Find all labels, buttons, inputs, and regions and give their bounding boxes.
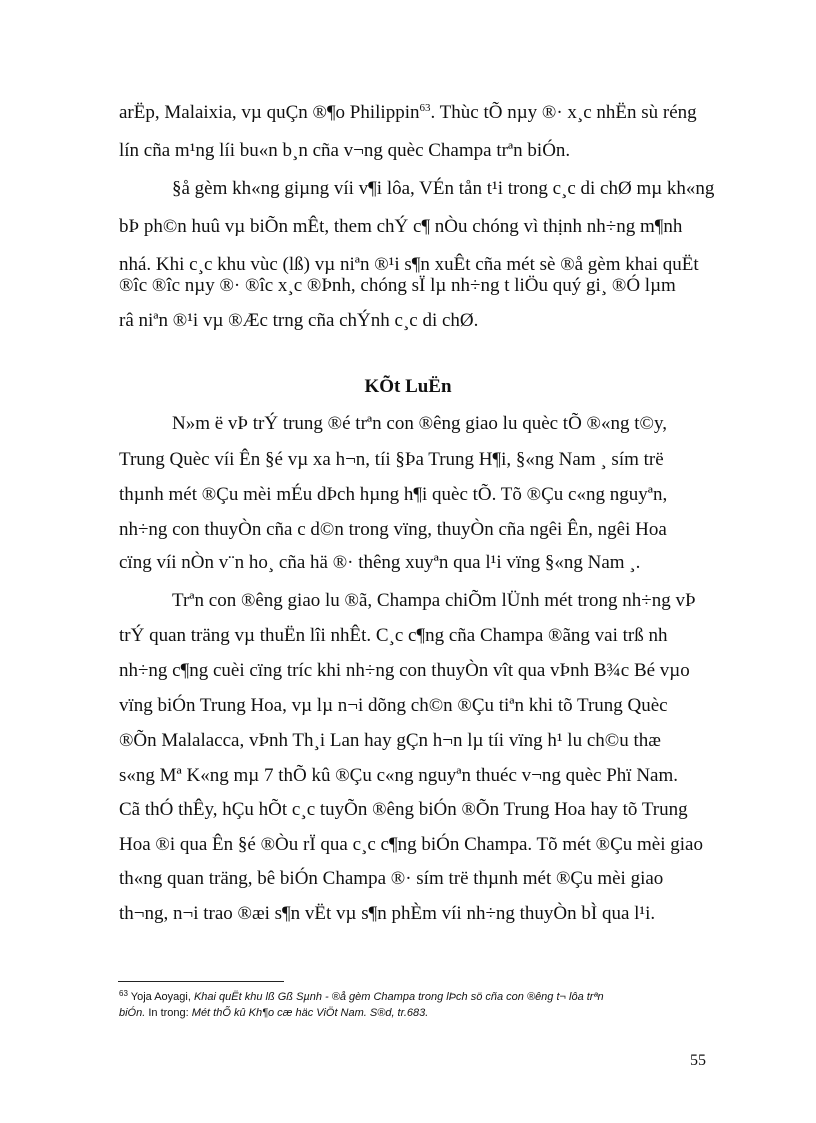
footnote-title: Khai quËt khu lß Gß Sµnh - ®å gèm Champa trong lÞch sö cña con ®êng t¬ lôa trªn [193, 991, 604, 1003]
paragraph-4-line-1: Trªn con ®êng giao lu ®ã, Champa chiÕm lÜnh mét trong nh÷ng vÞ [172, 590, 696, 611]
footnote-separator [118, 981, 284, 982]
paragraph-2-line-3: nhá. Khi c¸c khu vùc (lß) vµ niªn ®¹i s¶n xuÊt cña mét sè ®å gèm khai quËt [119, 254, 699, 275]
footnote-author: Yoja Aoyagi, [127, 991, 194, 1003]
paragraph-3-line-4: nh÷ng con thuyÒn cña c d©n trong vïng, thuyÒn cña ngêi Ên, ngêi Hoa [119, 519, 667, 540]
paragraph-4-line-4: vïng biÓn Trung Hoa, vµ lµ n¬i dõng ch©n ®Çu tiªn khi tõ Trung Quèc [119, 695, 668, 716]
footnote-reference[interactable]: 63 [419, 102, 431, 114]
paragraph-4-line-8: Hoa ®i qua Ên §é ®Òu rÏ qua c¸c c¶ng biÓn Champa. Tõ mét ®Çu mèi giao [119, 834, 703, 855]
paragraph-4-line-5: ®Õn Malalacca, vÞnh Th¸i Lan hay gÇn h¬n lµ tíi vïng h¹ lu ch©u thæ [119, 730, 661, 751]
footnote-line-1 [119, 990, 604, 1004]
footnote-line-2 [119, 1006, 428, 1020]
paragraph-1-line-1 [119, 101, 697, 125]
section-heading: KÕt LuËn [364, 376, 452, 397]
paragraph-1-line-1-text: arËp, Malaixia, vµ quÇn ®¶o Philippin [119, 102, 420, 123]
paragraph-4-line-10: th¬ng, n¬i trao ®æi s¶n vËt vµ s¶n phÈm víi nh÷ng thuyÒn bÌ qua l¹i. [119, 903, 656, 924]
paragraph-3-line-1: N»m ë vÞ trÝ trung ®é trªn con ®êng giao lu quèc tÕ ®«ng t©y, [172, 413, 667, 434]
footnote-title-end: biÓn. [119, 1007, 146, 1019]
paragraph-2-line-5: râ niªn ®¹i vµ ®Æc trng cña chÝnh c¸c di chØ. [119, 310, 479, 331]
paragraph-3-line-5: cïng víi nÒn v¨n ho¸ cña hä ®· thêng xuyªn qua l¹i vïng §«ng Nam ¸. [119, 552, 641, 573]
paragraph-3-line-2: Trung Quèc víi Ên §é vµ xa h¬n, tíi §Þa Trung H¶i, §«ng Nam ¸ sím trë [119, 449, 664, 470]
paragraph-2-line-4: ®îc ®îc nµy ®· ®îc x¸c ®Þnh, chóng sÏ lµ nh÷ng t liÖu quý gi¸ ®Ó lµm [119, 275, 676, 296]
paragraph-4-line-9: th«ng quan träng, bê biÓn Champa ®· sím trë thµnh mét ®Çu mèi giao [119, 868, 664, 889]
paragraph-3-line-3: thµnh mét ®Çu mèi mÉu dÞch hµng h¶i quèc tÕ. Tõ ®Çu c«ng nguyªn, [119, 484, 668, 505]
paragraph-2-line-1: §å gèm kh«ng giµng víi v¶i lôa, VÉn tån t¹i trong c¸c di chØ mµ kh«ng [172, 178, 715, 199]
page-number: 55 [690, 1052, 706, 1069]
footnote-number: 63 [119, 989, 128, 998]
footnote-in: In trong: [145, 1007, 192, 1019]
footnote-source: Mét thÕ kû Kh¶o cæ häc ViÖt Nam. S®d, tr.683. [191, 1007, 429, 1019]
paragraph-2-line-2: bÞ ph©n huû vµ biÕn mÊt, them chÝ c¶ nÒu chóng vì thịnh nh÷ng m¶nh [119, 216, 683, 237]
paragraph-1-line-2: lín cña m¹ng líi bu«n b¸n cña v¬ng quèc Champa trªn biÓn. [119, 140, 571, 161]
paragraph-4-line-7: Cã thÓ thÊy, hÇu hÕt c¸c tuyÕn ®êng biÓn ®Õn Trung Hoa hay tõ Trung [119, 799, 688, 820]
paragraph-4-line-3: nh÷ng c¶ng cuèi cïng tríc khi nh÷ng con thuyÒn vît qua vÞnh B¾c Bé vµo [119, 660, 690, 681]
paragraph-4-line-6: s«ng Mª K«ng mµ 7 thÕ kû ®Çu c«ng nguyªn thuéc v¬ng quèc Phï Nam. [119, 765, 679, 786]
paragraph-4-line-2: trÝ quan träng vµ thuËn lîi nhÊt. C¸c c¶ng cña Champa ®ãng vai trß nh [119, 625, 668, 646]
paragraph-1-line-1-continuation: . Thùc tÕ nµy ®· x¸c nhËn sù réng [430, 102, 697, 123]
